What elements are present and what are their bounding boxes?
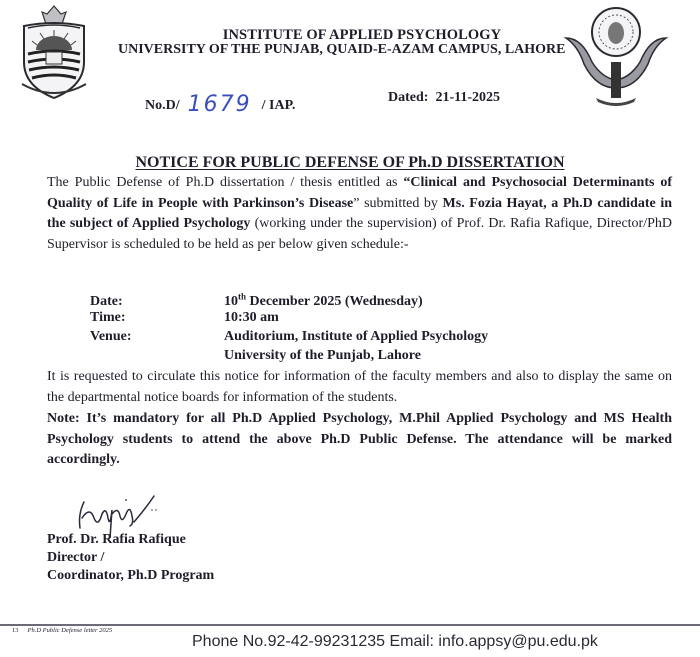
venue-line-1: Auditorium, Institute of Applied Psychology [224,329,489,344]
candidate-info: Ms. Fozia Hayat, a Ph.D candidate in the subject of Applied Psychology [47,195,672,231]
university-crest-icon [14,2,94,102]
date-value [224,291,423,309]
date-rest: December 2025 (Wednesday) [246,293,423,309]
dated-label: Dated: [388,90,429,105]
schedule-row-venue [90,329,488,345]
time-value: 10:30 am [224,310,279,325]
dated-value: 21-11-2025 [435,90,500,105]
reference-suffix: / IAP. [261,98,296,113]
university-name: UNIVERSITY OF THE PUNJAB, QUAID-E-AZAM CAMPUS, LAHORE [118,42,566,57]
venue-label: Venue: [90,329,132,344]
intro-text-1: The Public Defense of Ph.D dissertation / thesis entitled as [47,175,404,190]
intro-text-3: (working under the supervision) of Prof. Dr. Rafia Rafique, Director/PhD Supervisor is scheduled to be held as per below given schedule:- [47,216,672,252]
date-label: Date: [90,293,123,309]
page-ref-label: Ph.D Public Defense letter 2025 [27,627,113,634]
schedule-row-time [90,310,279,326]
notice-body-paragraph [47,173,672,255]
footer-divider [0,624,700,626]
reference-number [145,90,295,115]
institute-name: INSTITUTE OF APPLIED PSYCHOLOGY [222,27,502,43]
footer-page-ref [12,627,112,634]
date-suffix: th [238,291,247,301]
notice-title: NOTICE FOR PUBLIC DEFENSE OF Ph.D DISSERTATION [135,154,565,171]
signatory-name: Prof. Dr. Rafia Rafique [47,532,186,547]
page-ref-number: 13 [12,627,19,634]
attendance-note: Note: It’s mandatory for all Ph.D Applied Psychology, M.Phil Applied Psychology and MS Health Psychology students to attend the above Ph.D Public Defense. The attendance will be marked accordingly. [47,411,672,467]
reference-prefix: No.D/ [145,98,180,113]
thesis-title: “Clinical and Psychosocial Determinants of Quality of Life in People with Parkinson’s Disease [47,175,672,211]
signatory-title-2: Coordinator, Ph.D Program [47,568,215,583]
venue-line-2: University of the Punjab, Lahore [224,348,421,363]
date-issued [388,90,500,106]
circulation-paragraph: It is requested to circulate this notice for information of the faculty members and also to display the same on the departmental notice boards for information of the students. [47,369,672,405]
signatory-title-1: Director / [47,550,105,565]
schedule-row-venue-2 [90,348,421,364]
signatory-block [47,531,214,585]
time-label: Time: [90,310,126,325]
date-day: 10 [224,293,238,309]
schedule-row-date [90,291,423,310]
psi-emblem-icon [562,2,670,112]
handwritten-reference-number: 1679 [187,92,252,117]
intro-text-2: ” submitted by [353,195,443,211]
footer-contact: Phone No.92-42-99231235 Email: info.appsy@pu.edu.pk [192,633,598,650]
